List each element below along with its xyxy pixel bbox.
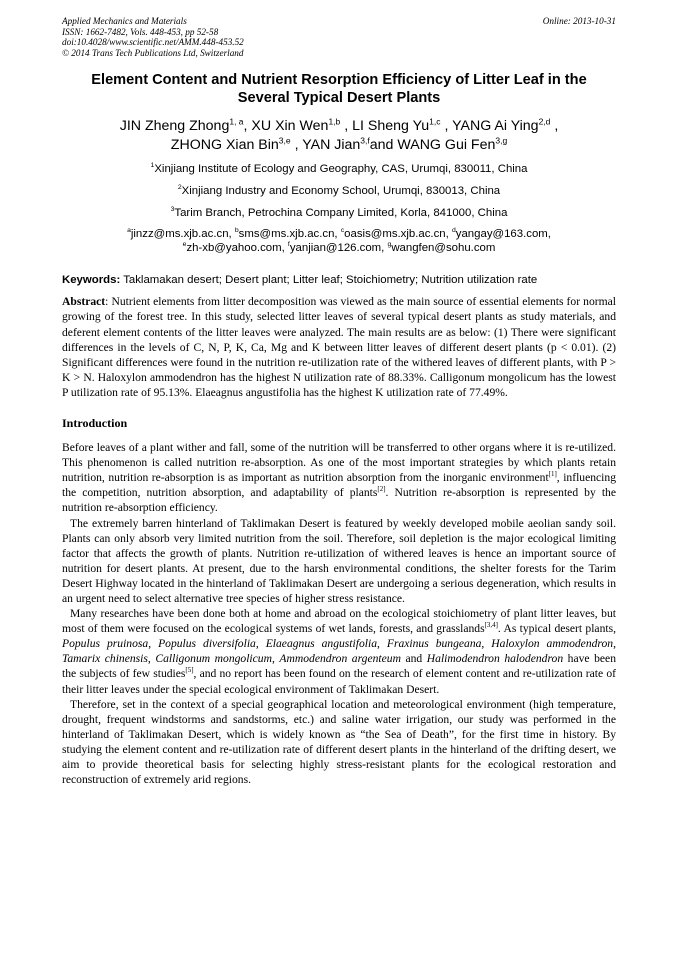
species-name: Elaeagnus angustifolia [265,637,378,651]
keywords [62,273,616,287]
citation: [3,4] [484,621,498,630]
author: YAN Jian$^{3,f}$ [302,135,370,154]
species-name: Halimodendron halodendron [426,652,564,666]
author: ZHONG Xian Bin$^{3,e}$ , [170,135,303,154]
email-link[interactable]: wangfen@sohu.com [391,241,496,254]
author: XU Xin Wen$^{1,b}$ , [251,116,353,135]
keywords-label: Keywords: [62,274,121,287]
paragraph: Before leaves of a plant wither and fall, some of the nutrition will be transferred to other organs where it is re-utilized. This phenomenon is called nutrition re-absorption. As one of the most important strategies by which plants retain nutrition, nutrition re-absorption is as important as nutrition absorption from the inorganic environment[1], influencing the competition, nutrition absorption, and adaptability of plants[2]. Nutrition re-absorption is represented by the nutrition re-absorption efficiency. [62,441,616,515]
affiliation: $^2$Xinjiang Industry and Economy School, Urumqi, 830013, China [177,184,501,198]
email-link[interactable]: zh-xb@yahoo.com, [186,241,288,254]
author-emails: $^a$jinzz@ms.xjb.ac.cn, $^b$sms@ms.xjb.ac.cn, $^c$oasis@ms.xjb.ac.cn, $^d$yangay@163.com, $^e$zh-xb@yahoo.com, $^f$yanjian@126.com, $^g$wangfen@sohu.com [127,227,551,254]
title-line-2: Several Typical Desert Plants [237,89,441,106]
citation: [5] [185,666,194,675]
affiliation: $^3$Tarim Branch, Petrochina Company Limited, Korla, 841000, China [170,206,508,220]
paragraph: Many researches have been done both at home and abroad on the ecological stoichiometry of plant litter leaves, but most of them were focused on the ecological systems of wet lands, forests, and grasslands[3,4]. As typical desert plants, Populus pruinosa, Populus diversifolia, Elaeagnus angustifolia, Fraxinus bungeana, Haloxylon ammodendron, Tamarix chinensis, Calligonum mongolicum, Ammodendron argenteum and Halimodendron halodendron have been the subjects of few studies[5], and no report has been found on the research of element content and re-utilization rate of their litter leaves under the special ecological environment of Taklimakan Desert. [62,607,616,696]
email-link[interactable]: yangay@163.com, [455,228,551,241]
citation: [1] [548,470,557,479]
journal-name: Applied Mechanics and Materials [62,16,187,26]
author-list [62,117,616,155]
doi-line: doi:10.4028/www.scientific.net/AMM.448-453.52 [62,37,244,48]
species-name: Ammodendron argenteum [279,652,401,666]
species-name: Tamarix chinensis [62,652,148,666]
species-name: Fraxinus bungeana [386,637,482,651]
author: and WANG Gui Fen$^{3,g}$ [369,135,508,154]
species-name: Populus pruinosa [62,637,149,651]
journal-header [62,16,616,58]
keywords-text: Taklamakan desert; Desert plant; Litter leaf; Stoichiometry; Nutrition utilization rate [120,274,538,287]
copyright-line: © 2014 Trans Tech Publications Ltd, Switzerland [62,47,244,58]
species-name: Calligonum mongolicum [155,652,272,666]
online-date: Online: 2013-10-31 [542,16,616,26]
citation: [2] [377,485,386,494]
abstract-text: : Nutrient elements from litter decomposition was viewed as the main source of essential elements for normal growing of the forest tree. In this study, selected litter leaves of several typical desert plants as study materials, and deferent element contents of the litter leaves were analyzed. The main results are as below: (1) There were significant differences in the levels of C, N, P, K, Ca, Mg and K between litter leaves of different desert plants (p < 0.01). (2) Significant differences were found in the nutrition re-utilization rate of the withered leaves of different plants, with P > K > N. Haloxylon ammodendron has the highest N utilization rate of 88.33%. Calligonum mongolicum has the lowest P utilization rate of 95.13%. Elaeagnus angustifolia has the highest K utilization rate of 77.49%. [62,295,616,399]
abstract-label: Abstract [62,295,106,309]
section-heading-introduction: Introduction [62,416,128,431]
email-link[interactable]: oasis@ms.xjb.ac.cn, [344,228,452,241]
email-link[interactable]: sms@ms.xjb.ac.cn, [238,228,341,241]
paragraph: Therefore, set in the context of a special geographical location and meteorological environment (high temperature, drought, frequent windstorms and sandstorms, etc.) and saline water irrigation, our study was performed in the hinterland of Taklimakan Desert, which is widely known as “the Sea of Death”, for the first time in history. By studying the element content and re-utilization rate of different desert plants in the hinterland of the drifting desert, we aim to provide theoretical basis for selecting highly stress-resistant plants for the ecological restoration and reconstruction of extremely arid regions. [62,697,616,787]
author: LI Sheng Yu$^{1,c}$ , [352,116,453,135]
email-link[interactable]: jinzz@ms.xjb.ac.cn, [130,228,235,241]
title-line-1: Element Content and Nutrient Resorption Efficiency of Litter Leaf in the [91,72,587,89]
email-link[interactable]: yanjian@126.com, [289,241,388,254]
abstract [62,294,616,400]
species-name: Populus diversifolia [158,637,256,651]
author: JIN Zheng Zhong$^{1, a}$, [119,116,252,135]
paragraph: The extremely barren hinterland of Taklimakan Desert is featured by weekly developed mobile aeolian sandy soil. Plants can only absorb very limited nutrition from the soil. Therefore, soil depletion is the major ecological limiting factor that affects the growth of plants. Nutrition re-utilization of withered leaves is hence an important source of nutrition for desert plants. At present, due to the harsh environmental conditions, the shelter forests for the Tarim Desert Highway located in the hinterland of Taklimakan Desert are undergoing a serious degeneration, which results in an urgent need to select alternative tree species of higher stress resistance. [62,516,616,605]
affiliation: $^1$Xinjiang Institute of Ecology and Geography, CAS, Urumqi, 830011, China [150,162,528,176]
paper-title [62,72,616,107]
author: YANG Ai Ying$^{2,d}$ , [452,116,559,135]
issn-line: ISSN: 1662-7482, Vols. 448-453, pp 52-58 [62,26,219,37]
species-name: Haloxylon ammodendron [491,637,614,651]
